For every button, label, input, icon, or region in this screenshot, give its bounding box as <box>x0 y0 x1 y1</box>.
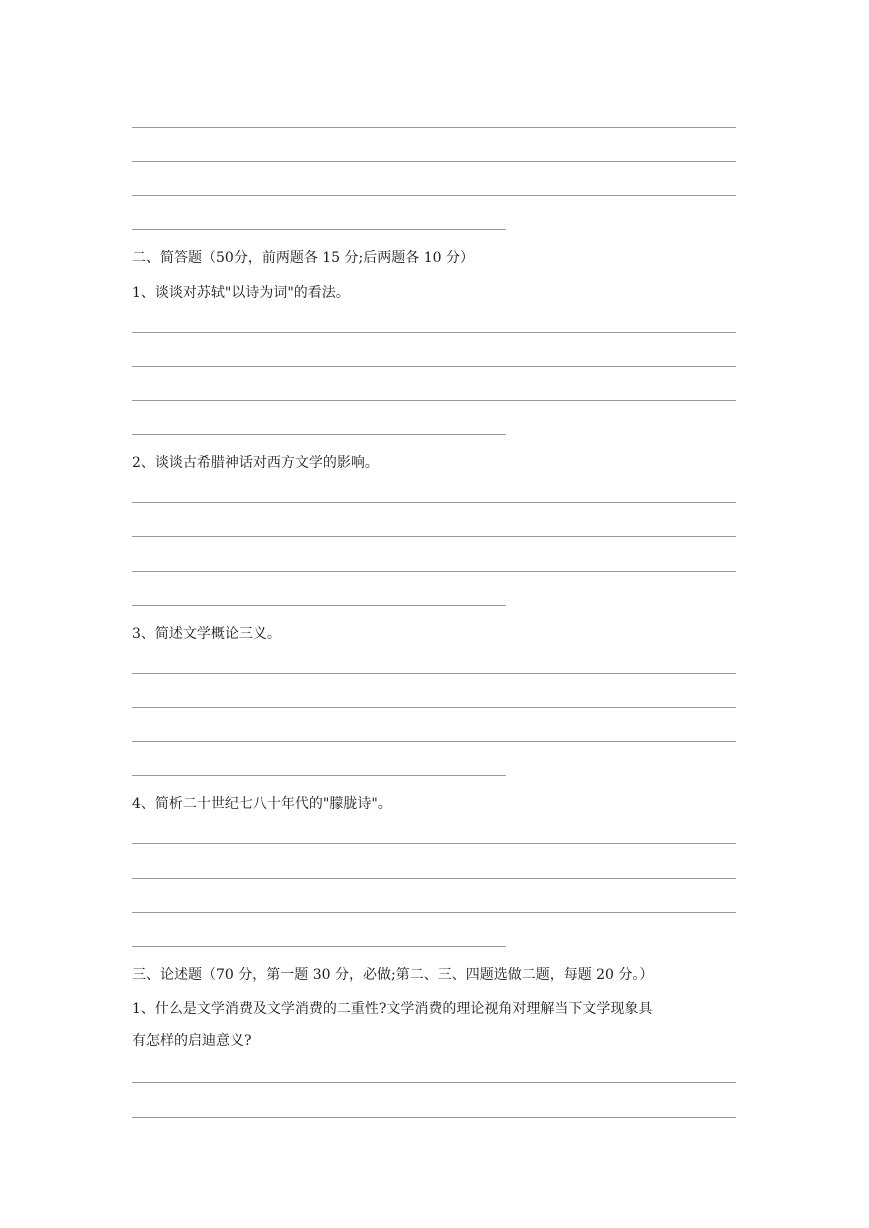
answer-line <box>132 400 736 401</box>
answer-line <box>132 127 736 128</box>
answer-line <box>132 536 736 537</box>
question-text: 4、简析二十世纪七八十年代的"朦胧诗"。 <box>132 796 392 812</box>
answer-line <box>132 946 506 947</box>
answer-line <box>132 1082 736 1083</box>
answer-line <box>132 366 736 367</box>
answer-line <box>132 673 736 674</box>
answer-line <box>132 229 506 230</box>
answer-line <box>132 878 736 879</box>
question-text: 有怎样的启迪意义? <box>132 1033 252 1049</box>
answer-line <box>132 1117 736 1118</box>
answer-line <box>132 707 736 708</box>
question-text: 2、谈谈古希腊神话对西方文学的影响。 <box>132 455 379 471</box>
answer-line <box>132 912 736 913</box>
answer-line <box>132 502 736 503</box>
answer-line <box>132 775 506 776</box>
answer-line <box>132 195 736 196</box>
answer-line <box>132 332 736 333</box>
answer-line <box>132 571 736 572</box>
answer-line <box>132 843 736 844</box>
question-text: 1、谈谈对苏轼"以诗为词"的看法。 <box>132 285 350 301</box>
answer-line <box>132 605 506 606</box>
answer-line <box>132 161 736 162</box>
question-text: 3、简述文学概论三义。 <box>132 626 281 642</box>
answer-line <box>132 741 736 742</box>
answer-line <box>132 434 506 435</box>
section-heading: 三、论述题（70 分，第一题 30 分，必做;第二、三、四题选做二题，每题 20 分。） <box>132 967 654 983</box>
section-heading: 二、简答题（50分，前两题各 15 分;后两题各 10 分） <box>132 250 474 266</box>
question-text: 1、什么是文学消费及文学消费的二重性?文学消费的理论视角对理解当下文学现象具 <box>132 1001 653 1017</box>
